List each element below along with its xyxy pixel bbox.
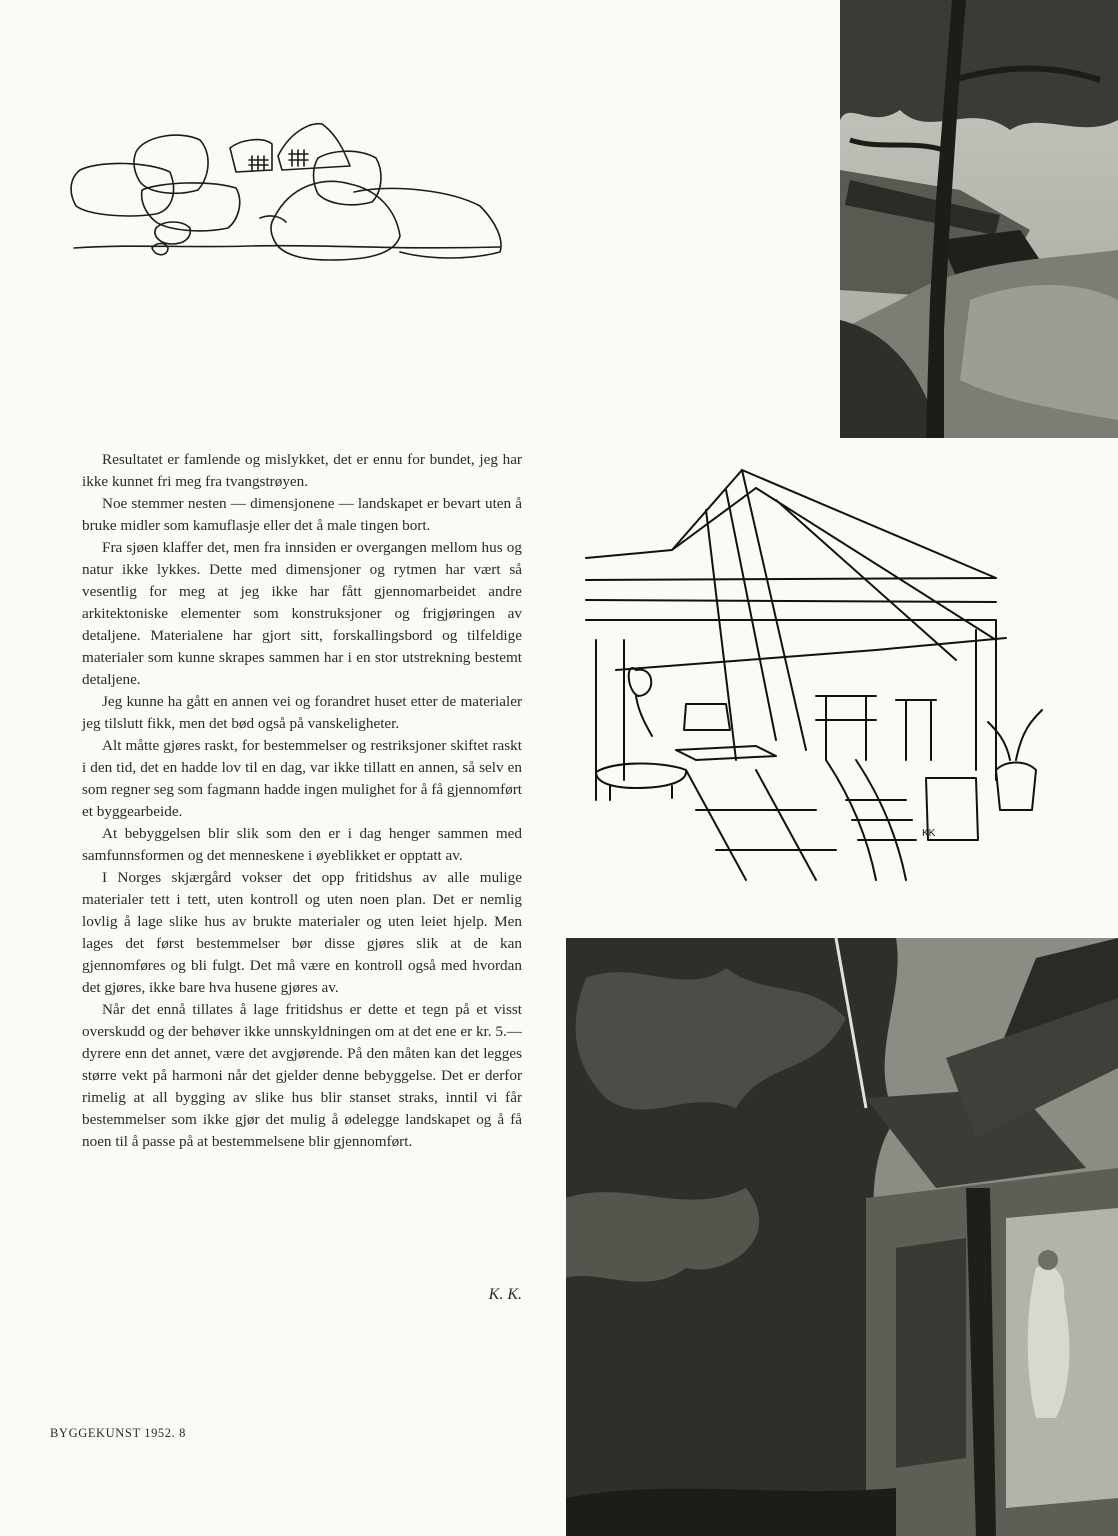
paragraph: I Norges skjærgård vokser det opp fritidshus av alle mulige materialer tett i tett, uten kontroll og uten noen plan. Det er nemlig lovlig å lage slike hus av brukte materialer og uten leiet hjelp. Men lages det først bestemmelser bør disse gjøres slik at de kan gjennomføres og bli fulgt. Det må være en kontroll også med hvordan det gjøres, ikke bare hva husene gjøres av. — [82, 869, 522, 996]
paragraph: Resultatet er famlende og mislykket, det er ennu for bundet, jeg har ikke kunnet fri meg fra tvangstrøyen. — [82, 451, 522, 490]
artist-initials: KK — [922, 828, 936, 839]
paragraph: Noe stemmer nesten — dimensjonene — landskapet er bevart uten å bruke midler som kamuflasje eller det å male tingen bort. — [82, 495, 522, 534]
article-body — [82, 449, 522, 1153]
paragraph: Når det ennå tillates å lage fritidshus er dette et tegn på et visst overskudd og der behøver ikke unnskyldningen om at det ene er kr. 5.— dyrere enn det annet, være det avgjørende. På den måten kan det legges større vekt på harmoni når det gjelder denne bebyggelse. Det er derfor rimelig at all bygging av slike hus blir stanset straks, inntil vi får bestemmelser som ikke gjør det mulig å ødelegge landskapet og å få noen til å passe på at bestemmelsene blir gjennomført. — [82, 1001, 522, 1150]
paragraph: Jeg kunne ha gått en annen vei og forandret huset etter de materialer jeg tilslutt fikk, men det bød også på vanskeligheter. — [82, 693, 522, 732]
paragraph: At bebyggelsen blir slik som den er i dag henger sammen med samfunnsformen og det menneskene i øyeblikket er opptatt av. — [82, 825, 522, 864]
landscape-sketch — [60, 110, 530, 285]
paragraph: Alt måtte gjøres raskt, for bestemmelser og restriksjoner skiftet raskt i den tid, det en hadde lov til en dag, var ikke tillatt en annen, så selv en som regner seg som fagmann hadde ingen mulighet for å få gjennomført et byggearbeide. — [82, 737, 522, 820]
paragraph: Fra sjøen klaffer det, men fra innsiden er overgangen mellom hus og natur ikke lykkes. Dette med dimensjoner og rytmen har vært så vesentlig for meg at jeg ikke har fått gjennomarbeidet andre arkitektoniske elementer som konstruksjoner og frigjøringen av detaljene. Materialene har gjort sitt, forskallingsbord og tilfeldige materialer som kunne skrapes sammen har i en stor utstrekning bestemt detaljene. — [82, 539, 522, 688]
cabin-photo-bottom — [566, 938, 1118, 1536]
author-signature: K. K. — [488, 1286, 522, 1303]
cabin-photo-top — [840, 0, 1118, 438]
page-footer: BYGGEKUNST 1952. 8 — [50, 1426, 186, 1440]
interior-sketch — [576, 460, 1074, 890]
